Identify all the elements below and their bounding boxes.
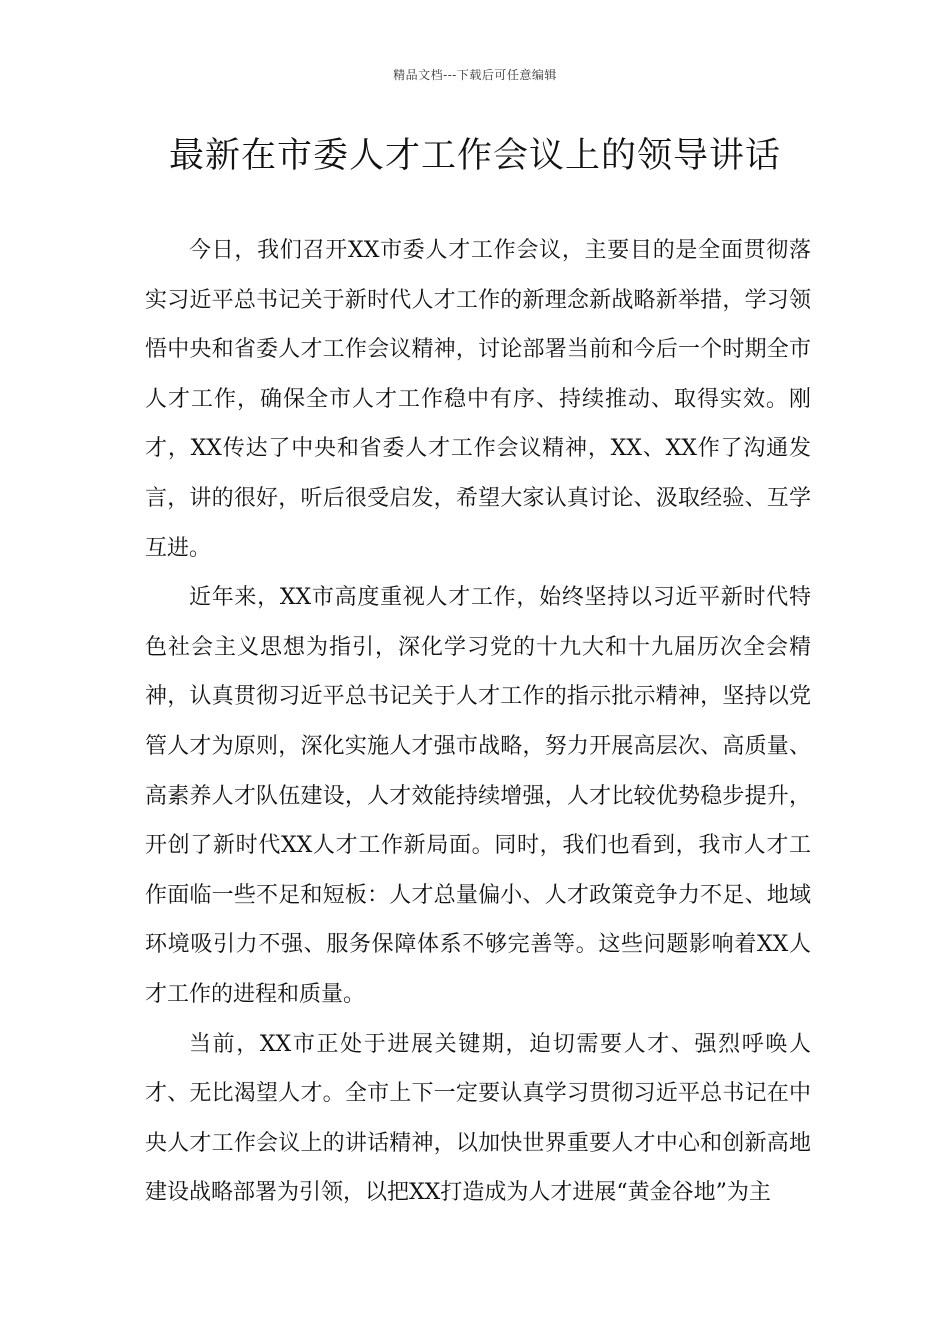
header-note: 精品文档---下载后可任意编辑 bbox=[393, 68, 557, 82]
document-title: 最新在市委人才工作会议上的领导讲话 bbox=[168, 136, 781, 176]
paragraph-3: 当前，XX市正处于进展关键期，迫切需要人才、强烈呼唤人才、无比渴望人才。全市上下一定要认真学习贯彻习近平总书记在中央人才工作会议上的讲话精神，以加快世界重要人才中心和创新高地建设战略部署为引领，以把XX打造成为人才进展“黄金谷地”为主 bbox=[145, 1031, 811, 1206]
document-body bbox=[145, 226, 811, 1218]
paragraph-2: 近年来，XX市高度重视人才工作，始终坚持以习近平新时代特色社会主义思想为指引，深化学习党的十九大和十九届历次全会精神，认真贯彻习近平总书记关于人才工作的指示批示精神，坚持以党管人才为原则，深化实施人才强市战略，努力开展高层次、高质量、高素养人才队伍建设，人才效能持续增强，人才比较优势稳步提升，开创了新时代XX人才工作新局面。同时，我们也看到，我市人才工作面临一些不足和短板：人才总量偏小、人才政策竞争力不足、地域环境吸引力不强、服务保障体系不够完善等。这些问题影响着XX人才工作的进程和质量。 bbox=[145, 585, 811, 1007]
paragraph-1: 今日，我们召开XX市委人才工作会议，主要目的是全面贯彻落实习近平总书记关于新时代人才工作的新理念新战略新举措，学习领悟中央和省委人才工作会议精神，讨论部署当前和今后一个时期全市人才工作，确保全市人才工作稳中有序、持续推动、取得实效。刚才，XX传达了中央和省委人才工作会议精神，XX、XX作了沟通发言，讲的很好，听后很受启发，希望大家认真讨论、汲取经验、互学互进。 bbox=[145, 238, 811, 561]
